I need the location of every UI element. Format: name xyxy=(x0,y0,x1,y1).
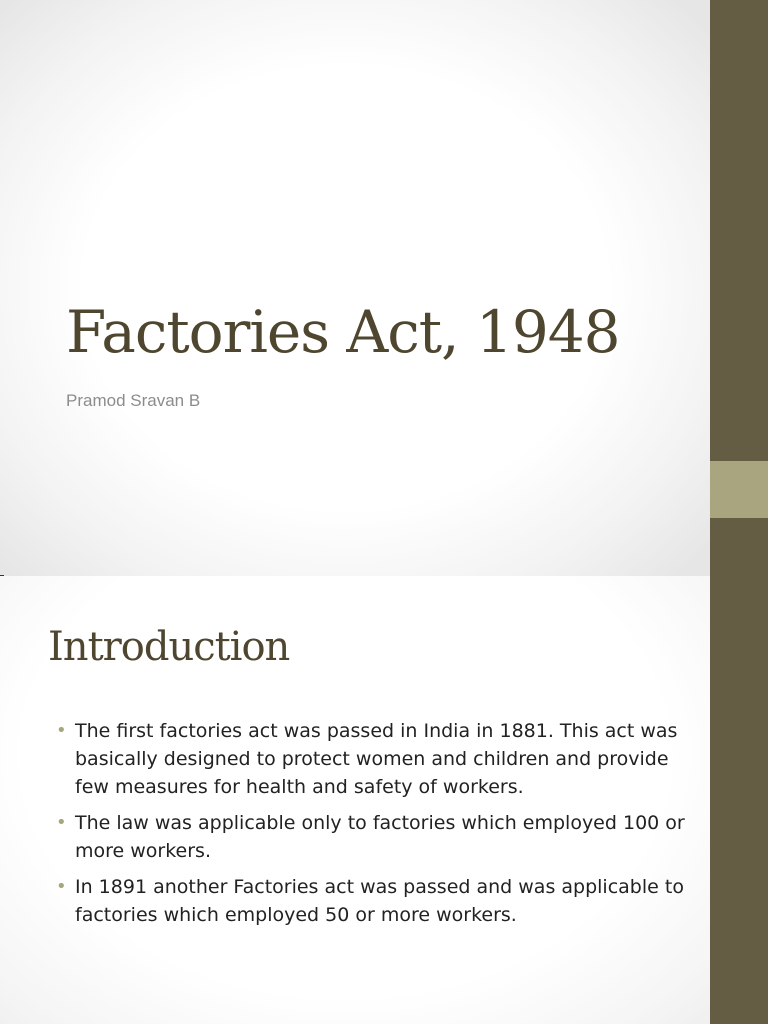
bullet-icon: • xyxy=(56,720,67,741)
slide-title: Factories Act, 1948 xyxy=(66,298,620,366)
bullet-list xyxy=(56,717,686,937)
introduction-slide xyxy=(0,576,768,1024)
side-bar-decoration xyxy=(710,576,768,1024)
slide-subtitle: Pramod Sravan B xyxy=(66,391,201,410)
bullet-item xyxy=(56,809,686,865)
bullet-icon: • xyxy=(56,876,67,897)
bullet-text: The law was applicable only to factories which employed 100 or more workers. xyxy=(75,812,685,862)
bullet-text: In 1891 another Factories act was passed and was applicable to factories which employed 50 or more workers. xyxy=(75,876,684,926)
bullet-item xyxy=(56,873,686,929)
bullet-icon: • xyxy=(56,812,67,833)
bullet-text: The first factories act was passed in India in 1881. This act was basically designed to protect women and children and provide few measures for health and safety of workers. xyxy=(75,720,678,798)
bullet-item xyxy=(56,717,686,801)
side-accent-block xyxy=(710,461,768,518)
slide-heading: Introduction xyxy=(48,624,290,670)
